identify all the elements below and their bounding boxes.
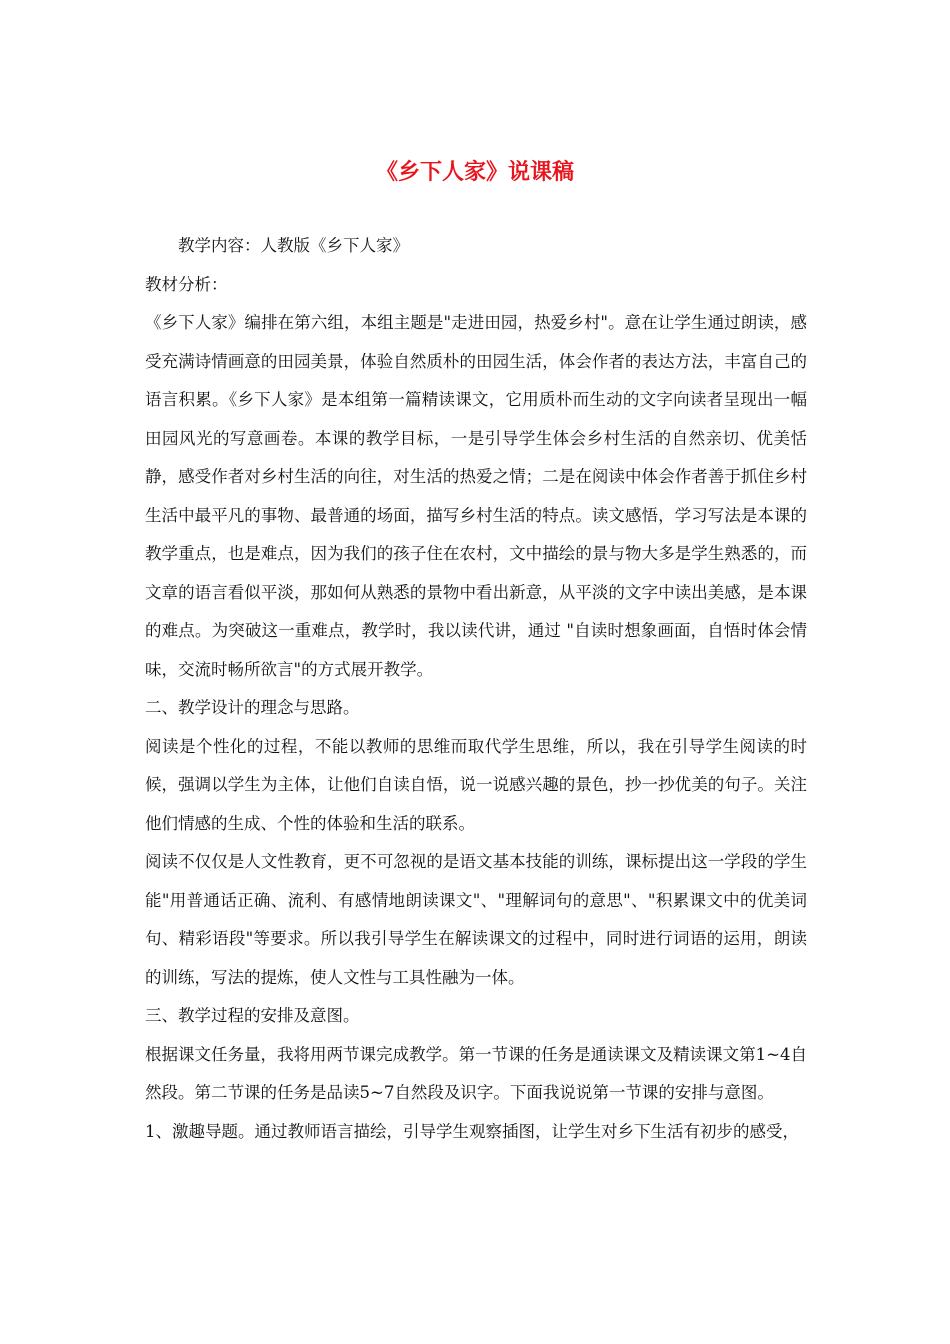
section-two-heading: 二、教学设计的理念与思路。 — [145, 698, 360, 717]
textbook-analysis-heading: 教材分析： — [145, 274, 228, 294]
design-concept-paragraph-1: 阅读是个性化的过程，不能以教师的思维而取代学生思维，所以，我在引导学生阅读的时候，强调以学生为主体，让他们自读自悟，说一说感兴趣的景色，抄一抄优美的句子。关注他们情感的生成、个性的体验和生活的联系。 — [145, 736, 807, 833]
teaching-content-line: 教学内容：人教版《乡下人家》 — [178, 236, 409, 255]
document-title: 《乡下人家》说课稿 — [375, 159, 574, 185]
document-body — [145, 227, 807, 1151]
design-concept-paragraph-2: 阅读不仅仅是人文性教育，更不可忽视的是语文基本技能的训练，课标提出这一学段的学生能"用普通话正确、流利、有感情地朗读课文"、"理解词句的意思"、"积累课文中的优美词句、精彩语段"等要求。所以我引导学生在解读课文的过程中，同时进行词语的运用，朗读的训练，写法的提炼，使人文性与工具性融为一体。 — [145, 852, 807, 987]
section-three-heading: 三、教学过程的安排及意图。 — [145, 1006, 360, 1025]
step-one-paragraph: 1、激趣导题。通过教师语言描绘，引导学生观察插图，让学生对乡下生活有初步的感受， — [145, 1121, 799, 1141]
process-paragraph: 根据课文任务量，我将用两节课完成教学。第一节课的任务是通读课文及精读课文第1~4自然段。第二节课的任务是品读5~7自然段及识字。下面我说说第一节课的安排与意图。 — [145, 1044, 807, 1102]
textbook-analysis-paragraph: 《乡下人家》编排在第六组，本组主题是"走进田园，热爱乡村"。意在让学生通过朗读，感受充满诗情画意的田园美景，体验自然质朴的田园生活，体会作者的表达方法，丰富自己的语言积累。《乡下人家》是本组第一篇精读课文，它用质朴而生动的文字向读者呈现出一幅田园风光的写意画卷。本课的教学目标，一是引导学生体会乡村生活的自然亲切、优美恬静，感受作者对乡村生活的向往，对生活的热爱之情；二是在阅读中体会作者善于抓住乡村生活中最平凡的事物、最普通的场面，描写乡村生活的特点。读文感悟，学习写法是本课的教学重点，也是难点，因为我们的孩子住在农村，文中描绘的景与物大多是学生熟悉的，而文章的语言看似平淡，那如何从熟悉的景物中看出新意，从平淡的文字中读出美感，是本课的难点。为突破这一重难点，教学时，我以读代讲，通过 "自读时想象画面，自悟时体会情味，交流时畅所欲言"的方式展开教学。 — [145, 313, 807, 679]
